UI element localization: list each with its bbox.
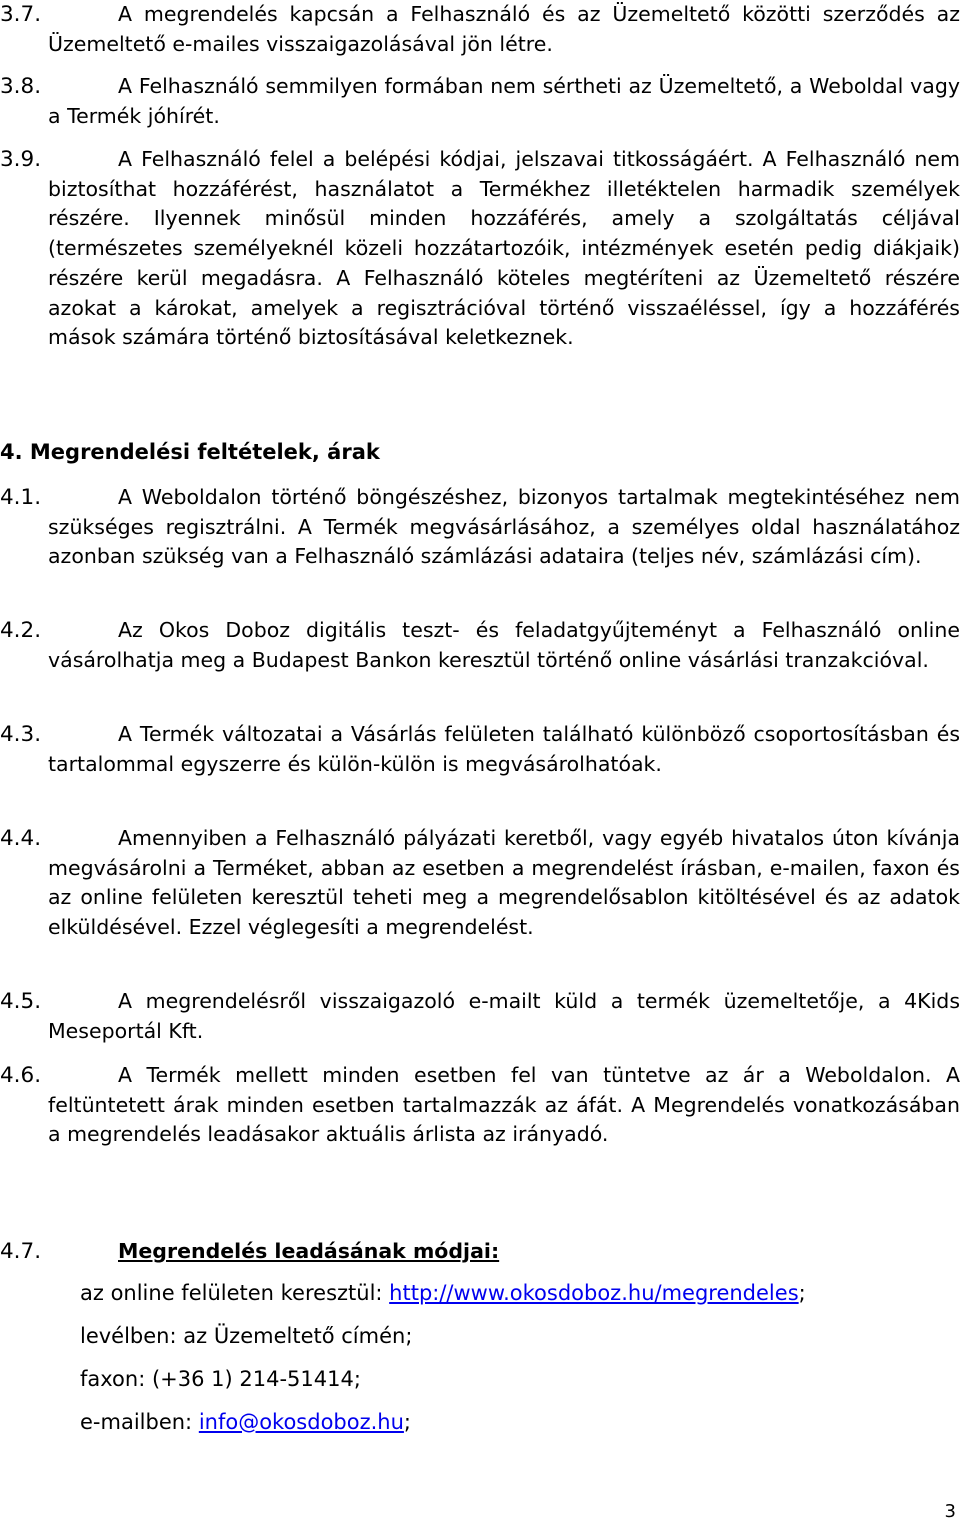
order-method-post: levélben: az Üzemeltető címén;: [80, 1324, 413, 1348]
paragraph-number: 3.9.: [0, 147, 42, 172]
paragraph-text: A Weboldalon történő böngészéshez, bizonyos tartalmak megtekintéséhez nem szükséges regisztrálni. A Termék megvásárlásához, a személyes oldal használatához azonban szükség van a Felhasználó számlázási adataira (teljes név, számlázási cím).: [48, 485, 960, 569]
paragraph-text: A Termék mellett minden esetben fel van tüntetve az ár a Weboldalon. A feltüntetett árak minden esetben tartalmazzák az áfát. A Megrendelés vonatkozásában a megrendelés leadásakor aktuális árlista az irányadó.: [48, 1063, 960, 1147]
order-method-email-label: e-mailben:: [80, 1410, 199, 1434]
page-number: 3: [944, 1501, 956, 1522]
paragraph-text: A megrendelés kapcsán a Felhasználó és az Üzemeltető közötti szerződés az Üzemeltető e-mailes visszaigazolásával jön létre.: [48, 2, 960, 56]
paragraph-number: 4.2.: [0, 618, 42, 643]
paragraph-number: 4.1.: [0, 485, 42, 510]
paragraph-text: Amennyiben a Felhasználó pályázati keretből, vagy egyéb hivatalos úton kívánja megvásárolni a Terméket, abban az esetben a megrendelést írásban, e-mailen, faxon és az online felületen keresztül teheti meg a megrendelősablon kitöltésével és az adatok elküldésével. Ezzel véglegesíti a megrendelést.: [48, 826, 960, 940]
paragraph-4-5: [0, 987, 960, 1046]
email-link[interactable]: info@okosdoboz.hu: [198, 1410, 404, 1434]
paragraph-text: A Termék változatai a Vásárlás felületen található különböző csoportosításban és tartalommal egyszerre és külön-külön is megvásárolhatóak.: [48, 722, 960, 776]
paragraph-4-7: [0, 1237, 960, 1267]
order-method-online-label: az online felületen keresztül:: [80, 1281, 390, 1305]
paragraph-4-3: [0, 720, 960, 779]
paragraph-number: 3.7.: [0, 2, 42, 27]
order-method-email-suffix: ;: [403, 1410, 411, 1434]
paragraph-text: A Felhasználó felel a belépési kódjai, jelszavai titkosságáért. A Felhasználó nem biztosíthat hozzáférést, használatot a Termékhez illetéktelen harmadik személyek részére. Ilyennek minősül minden hozzáférés, amely a szolgáltatás céljával (természetes személyeknél közeli hozzátartozóik, intézmények esetén pedig diákjaik) részére kerül megadásra. A Felhasználó köteles megtéríteni az Üzemeltető részére azokat a károkat, amelyek a regisztrációval történő visszaéléssel, így a hozzáférés mások számára történő biztosításával keletkeznek.: [48, 147, 960, 350]
paragraph-number: 4.7.: [0, 1239, 42, 1264]
order-url-link[interactable]: http://www.okosdoboz.hu/megrendeles: [389, 1281, 799, 1305]
paragraph-4-4: [0, 824, 960, 943]
paragraph-number: 4.5.: [0, 989, 42, 1014]
paragraph-4-1: [0, 483, 960, 572]
order-methods-title: Megrendelés leadásának módjai:: [118, 1239, 500, 1263]
paragraph-number: 4.4.: [0, 826, 42, 851]
paragraph-title-wrapper: [48, 1237, 960, 1267]
paragraph-4-2: [0, 616, 960, 675]
paragraph-number: 4.6.: [0, 1063, 42, 1088]
paragraph-3-9: [0, 145, 960, 353]
order-method-email: [80, 1408, 411, 1437]
paragraph-3-7: [0, 0, 960, 59]
paragraph-number: 3.8.: [0, 74, 42, 99]
order-method-fax: faxon: (+36 1) 214-51414;: [80, 1367, 361, 1391]
order-method-online-suffix: ;: [798, 1281, 806, 1305]
paragraph-number: 4.3.: [0, 722, 42, 747]
paragraph-text: A megrendelésről visszaigazoló e-mailt küld a termék üzemeltetője, a 4Kids Meseportál Kft.: [48, 989, 960, 1043]
paragraph-3-8: [0, 72, 960, 131]
order-method-online: [80, 1279, 806, 1308]
paragraph-text: A Felhasználó semmilyen formában nem sértheti az Üzemeltető, a Weboldal vagy a Termék jóhírét.: [48, 74, 960, 128]
section-heading: 4. Megrendelési feltételek, árak: [0, 440, 380, 464]
paragraph-text: Az Okos Doboz digitális teszt- és feladatgyűjteményt a Felhasználó online vásárolhatja meg a Budapest Bankon keresztül történő online vásárlási tranzakcióval.: [48, 618, 960, 672]
paragraph-4-6: [0, 1061, 960, 1150]
